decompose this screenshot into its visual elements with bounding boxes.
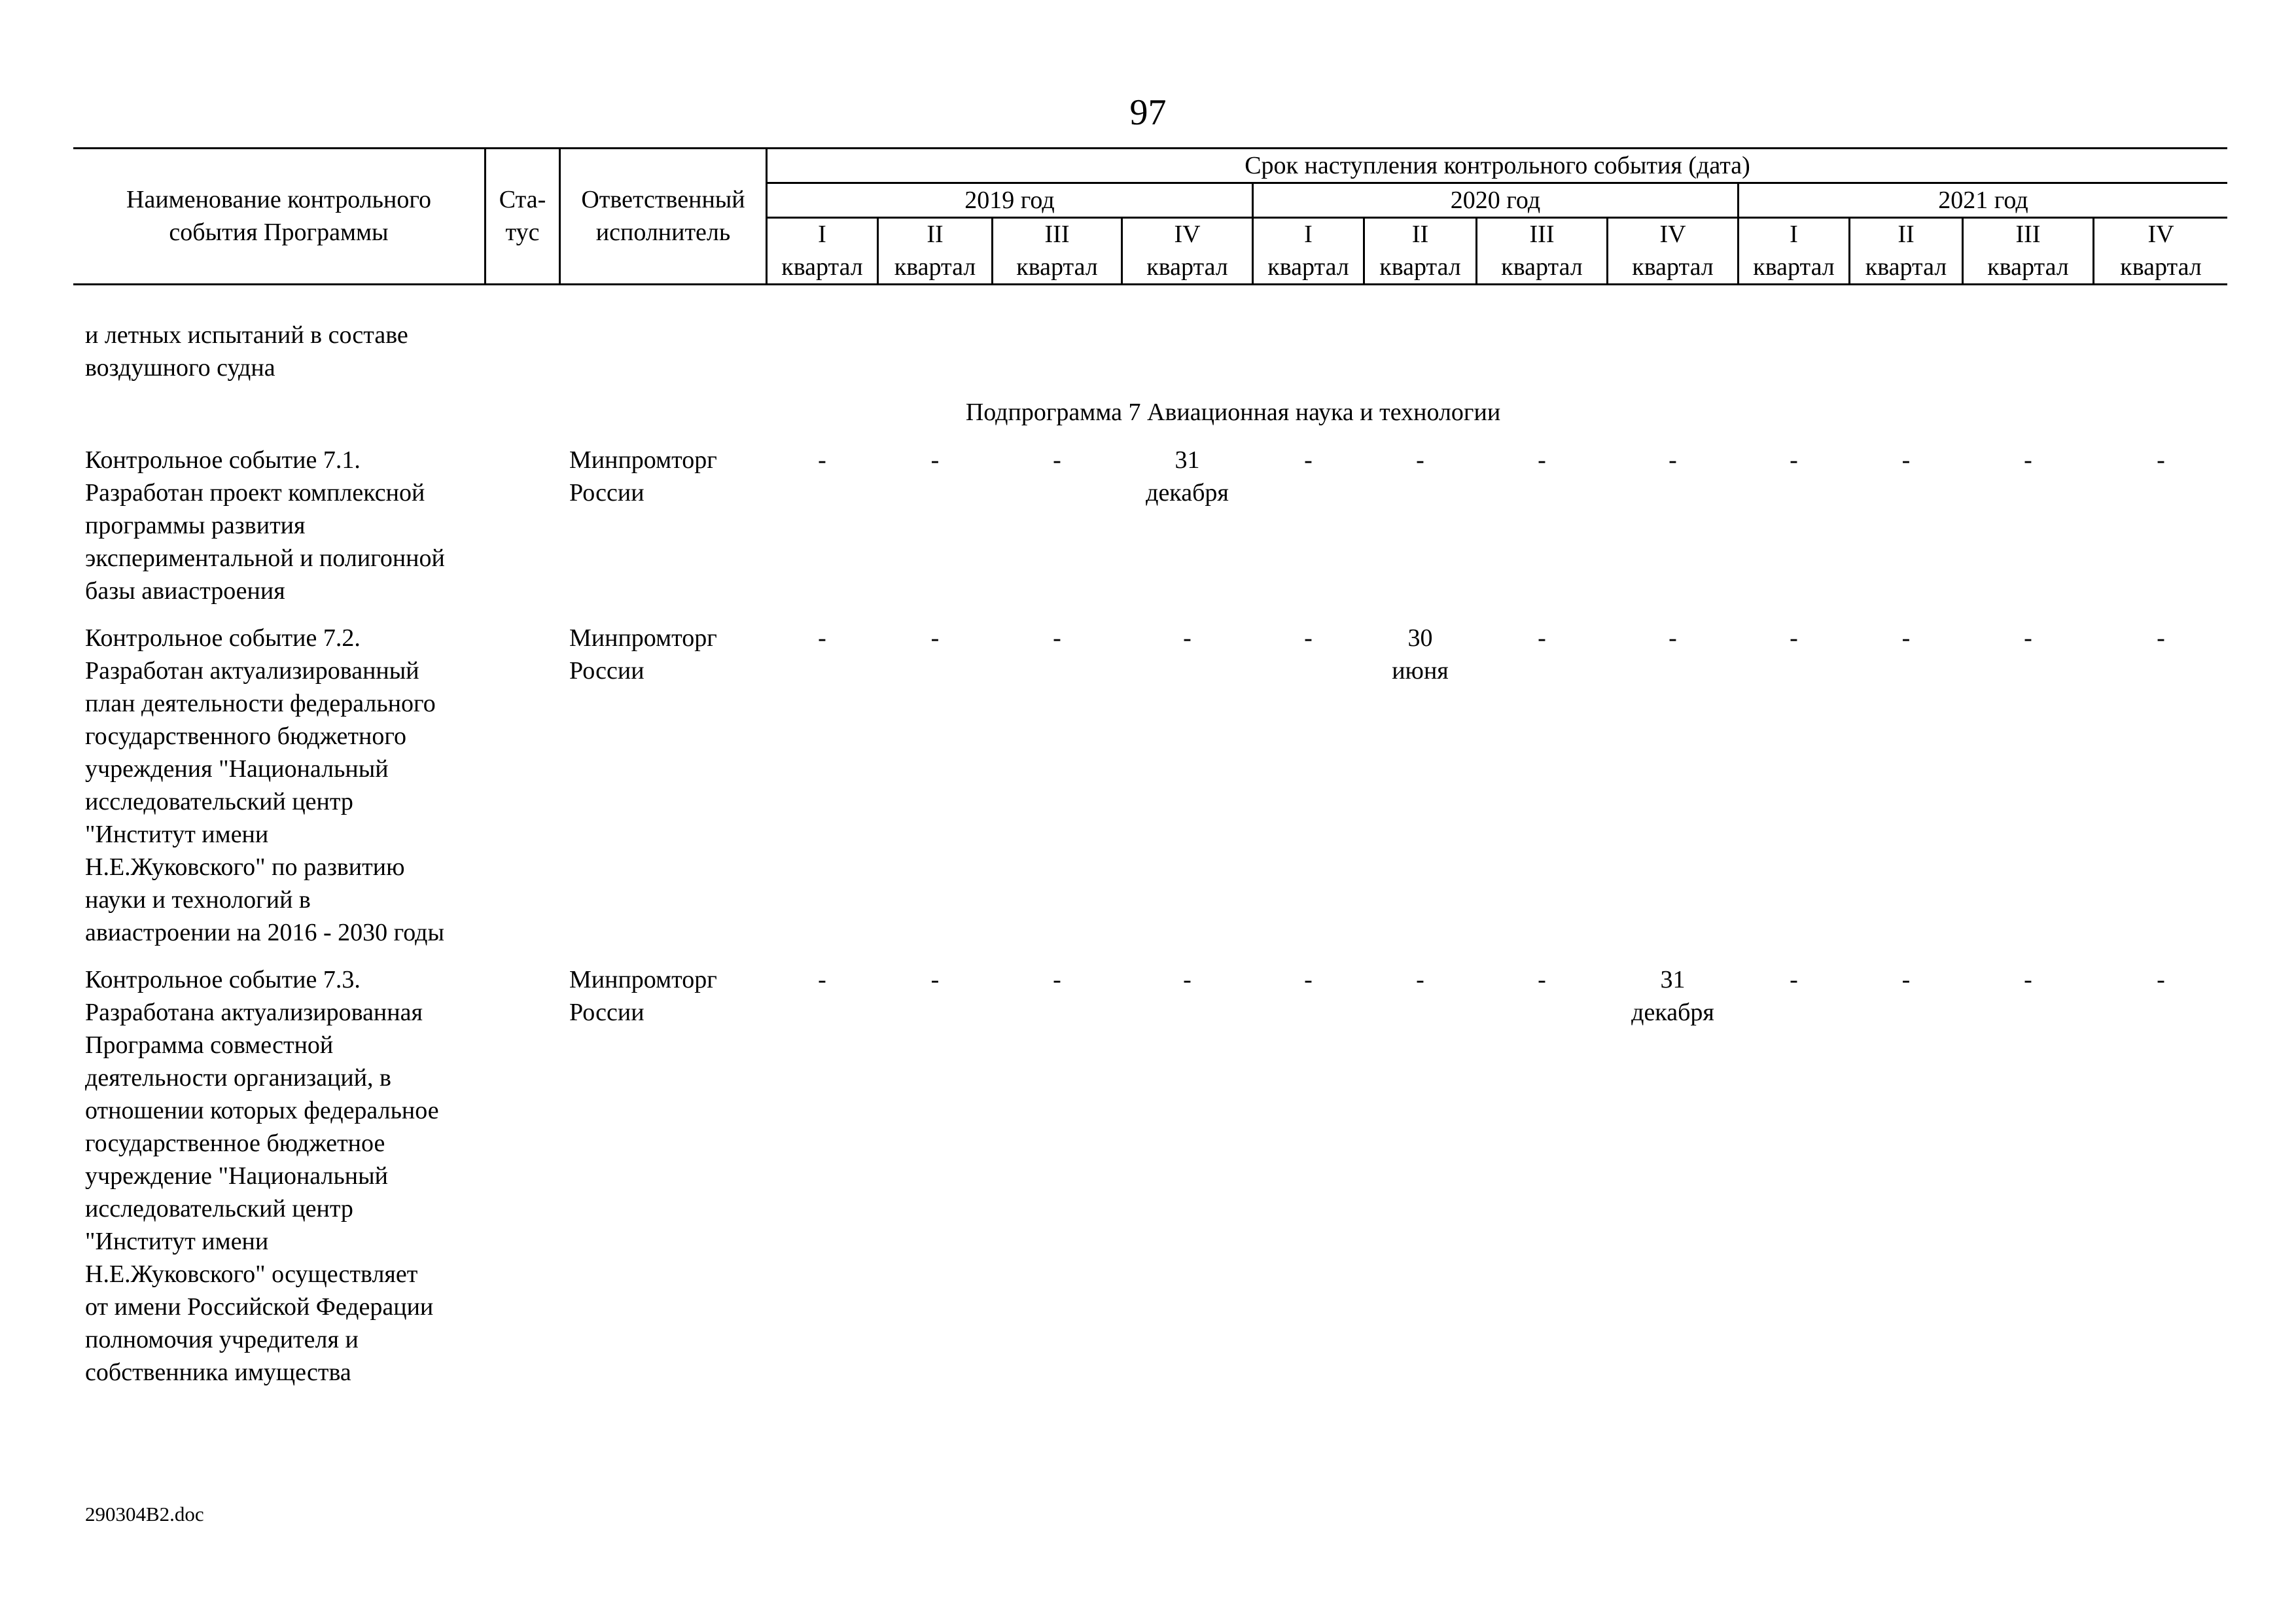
header-date-group: Срок наступления контрольного события (дата) xyxy=(1245,152,1750,179)
quarter-value: - xyxy=(1183,624,1192,652)
quarter-value: - xyxy=(818,624,826,652)
quarter-value: - xyxy=(930,624,940,652)
header-quarter-word: квартал xyxy=(1987,253,2069,281)
header-quarter-number: IV xyxy=(2147,221,2174,248)
header-quarter-number: II xyxy=(927,221,944,248)
header-quarter-word: квартал xyxy=(1267,253,1349,281)
header-quarter-number: II xyxy=(1411,221,1429,248)
header-executor-line1: Ответственный xyxy=(581,186,745,213)
quarter-value: - xyxy=(2024,966,2032,993)
event-name: Контрольное событие 7.2. Разработан актуализированный план деятельности федерального государственного бюджетного учреждения "Национальный исследовательский центр "Институт имени Н.Е.Жуковского" по развитию науки и технологий в авиастроении на 2016 - 2030 годы xyxy=(85,624,445,946)
header-quarter-word: квартал xyxy=(1016,253,1098,281)
quarter-value: - xyxy=(1053,966,1061,993)
quarter-value: - xyxy=(1416,966,1424,993)
quarter-value: 30 июня xyxy=(1392,624,1449,685)
header-year: 2019 год xyxy=(964,187,1055,214)
quarter-value: - xyxy=(818,446,826,474)
header-quarter-number: I xyxy=(1304,221,1313,248)
quarter-value: - xyxy=(818,966,826,993)
quarter-value: - xyxy=(930,446,940,474)
quarter-value: - xyxy=(930,966,940,993)
header-quarter-number: II xyxy=(1898,221,1915,248)
footer-filename: 290304B2.doc xyxy=(85,1503,204,1525)
quarter-value: 31 декабря xyxy=(1631,966,1714,1026)
event-name: Контрольное событие 7.1. Разработан проект комплексной программы развития экспериментальной и полигонной базы авиастроения xyxy=(85,446,445,605)
quarter-value: - xyxy=(2157,966,2165,993)
quarter-value: - xyxy=(2024,446,2032,474)
quarter-value: - xyxy=(1790,624,1798,652)
quarter-value: - xyxy=(1669,624,1677,652)
header-name-line2: события Программы xyxy=(169,219,389,246)
header-status-line2: тус xyxy=(505,219,540,246)
header-quarter-number: III xyxy=(1529,221,1555,248)
quarter-value: - xyxy=(2024,624,2032,652)
quarter-value: - xyxy=(1538,624,1546,652)
quarter-value: - xyxy=(1901,966,1911,993)
quarter-value: - xyxy=(1901,446,1911,474)
header-quarter-word: квартал xyxy=(1753,253,1835,281)
header-quarter-number: III xyxy=(1044,221,1070,248)
quarter-value: - xyxy=(1790,966,1798,993)
header-status-line1: Ста- xyxy=(499,186,546,213)
header-quarter-number: IV xyxy=(1659,221,1686,248)
header-bottom-rule xyxy=(73,283,2227,285)
header-quarter-word: квартал xyxy=(781,253,863,281)
quarter-value: - xyxy=(1416,446,1424,474)
quarter-value: - xyxy=(1304,624,1313,652)
page-number: 97 xyxy=(1129,92,1167,133)
header-quarter-number: III xyxy=(2015,221,2041,248)
header-quarter-word: квартал xyxy=(1146,253,1228,281)
quarter-value: - xyxy=(2157,624,2165,652)
subprogram-title: Подпрограмма 7 Авиационная наука и технологии xyxy=(965,399,1501,426)
quarter-value: - xyxy=(1538,446,1546,474)
header-quarter-word: квартал xyxy=(2120,253,2202,281)
header-executor-line2: исполнитель xyxy=(595,219,731,246)
header-quarter-word: квартал xyxy=(1632,253,1714,281)
header-year: 2021 год xyxy=(1938,187,2028,214)
quarter-value: 31 декабря xyxy=(1146,446,1229,507)
event-name: Контрольное событие 7.3. Разработана актуализированная Программа совместной деятельности организаций, в отношении которых федеральное государственное бюджетное учреждение "Национальный исследовательский центр "Институт имени Н.Е.Жуковского" осуществляет от имени Российской Федерации полномочия учредителя и собственника имущества xyxy=(85,966,439,1386)
event-executor: Минпромторг России xyxy=(569,966,717,1026)
header-quarter-number: I xyxy=(1790,221,1798,248)
quarter-value: - xyxy=(2157,446,2165,474)
header-quarter-number: IV xyxy=(1174,221,1201,248)
quarter-value: - xyxy=(1183,966,1192,993)
event-executor: Минпромторг России xyxy=(569,446,717,507)
header-quarter-word: квартал xyxy=(1865,253,1947,281)
quarter-value: - xyxy=(1790,446,1798,474)
header-quarter-number: I xyxy=(818,221,826,248)
event-executor: Минпромторг России xyxy=(569,624,717,685)
quarter-value: - xyxy=(1304,966,1313,993)
header-quarter-word: квартал xyxy=(1379,253,1461,281)
quarter-value: - xyxy=(1304,446,1313,474)
quarter-value: - xyxy=(1053,624,1061,652)
header-year: 2020 год xyxy=(1450,187,1541,214)
quarter-value: - xyxy=(1901,624,1911,652)
continuation-text: и летных испытаний в составе воздушного судна xyxy=(85,321,408,382)
quarter-value: - xyxy=(1538,966,1546,993)
header-quarter-word: квартал xyxy=(1501,253,1583,281)
header-name-line1: Наименование контрольного xyxy=(126,186,431,213)
header-quarter-word: квартал xyxy=(894,253,976,281)
quarter-value: - xyxy=(1669,446,1677,474)
quarter-value: - xyxy=(1053,446,1061,474)
